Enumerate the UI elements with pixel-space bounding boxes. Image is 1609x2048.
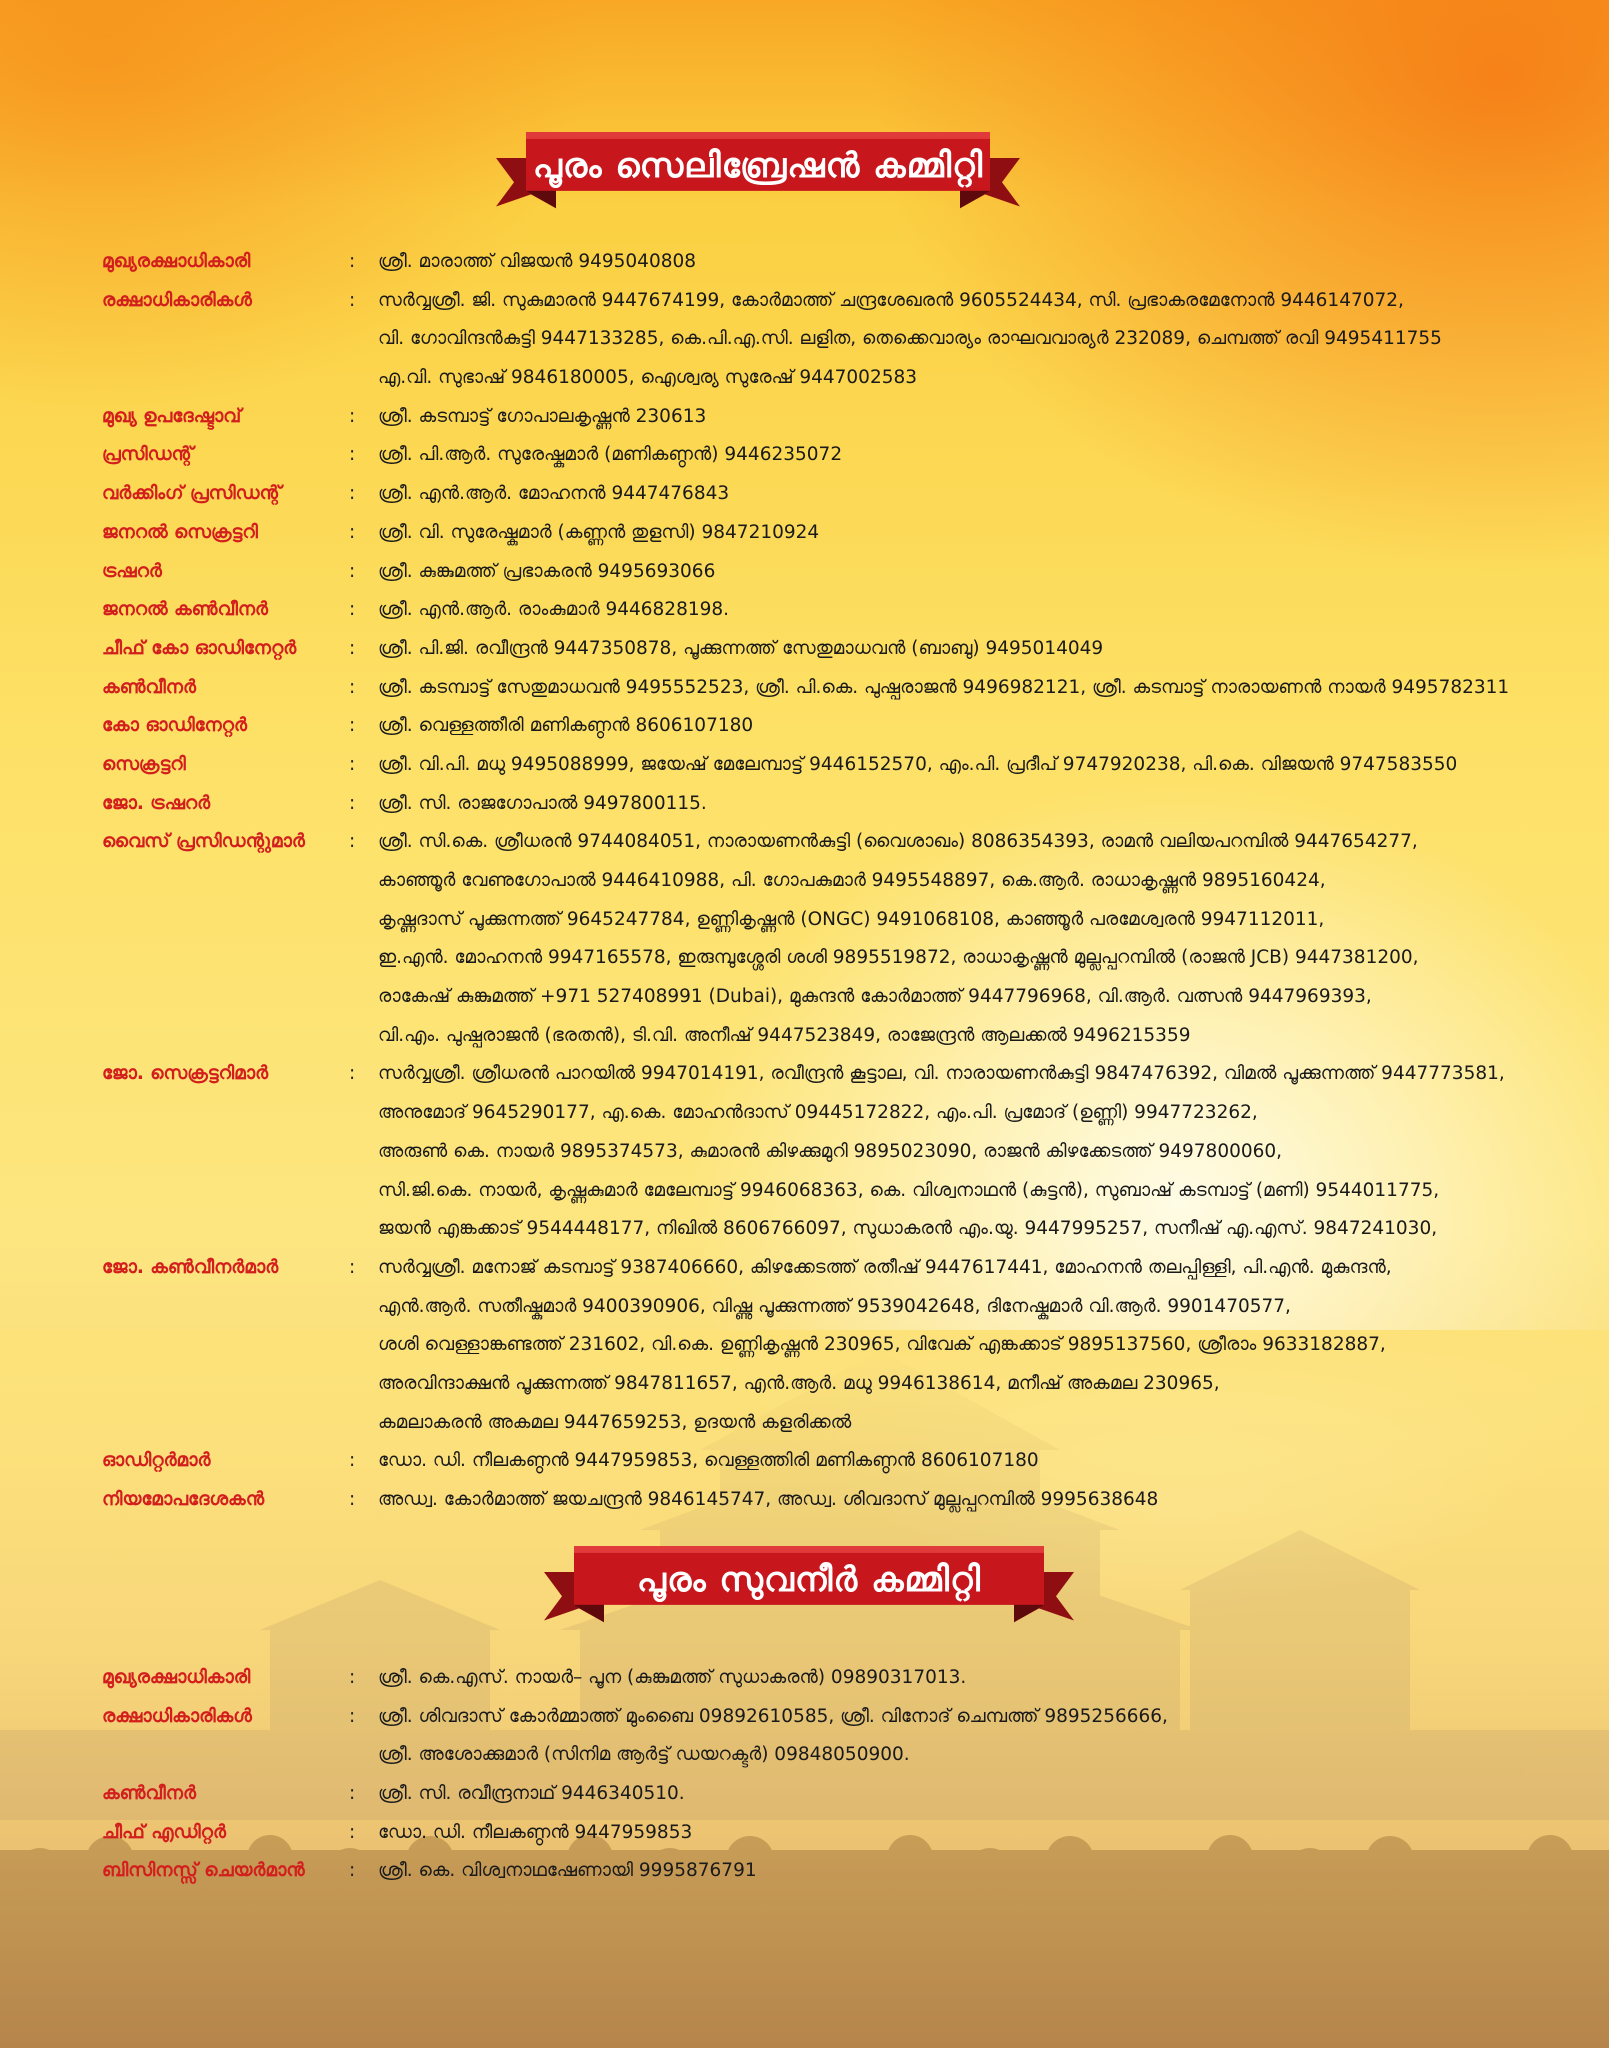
committee-row [0,785,1609,824]
committee-row [0,1055,1609,1248]
member-line: അഡ്വ. കോർമാത്ത് ജയചന്ദ്രൻ 9846145747, അഡ്വ. ശിവദാസ് മുല്ലപ്പറമ്പിൽ 9995638648 [378,1489,1159,1510]
member-line: കമലാകരൻ അകമല 9447659253, ഉദയൻ കളരിക്കൽ [378,1411,852,1433]
member-line: ശ്രീ. വി. സുരേഷ്കുമാർ (കണ്ണൻ തുളസി) 9847210924 [378,521,820,543]
separator-colon: : [349,1821,356,1843]
member-names [378,1249,1528,1442]
committee-row [0,1481,1609,1520]
member-names [378,553,1528,592]
separator-colon: : [349,1450,356,1472]
member-names [378,669,1528,708]
member-line: അരുൺ കെ. നായർ 9895374573, കുമാരൻ കിഴക്കുമുറി 9895023090, രാജൻ കിഴക്കേടത്ത് 9497800060, [378,1140,1283,1162]
member-line: ഇ.എൻ. മോഹനൻ 9947165578, ഇരുമ്പുശ്ശേരി ശശി 9895519872, രാധാകൃഷ്ണൻ മുല്ലപ്പറമ്പിൽ (രാജൻ JCB) 9447381200, [378,947,1419,969]
member-line: എൻ.ആർ. സതീഷ്കുമാർ 9400390906, വിഷ്ണു പൂക്കുന്നത്ത് 9539042648, ദിനേഷ്കുമാർ വി.ആർ. 9901470577, [378,1295,1291,1317]
role-label: ചീഫ് എഡിറ്റർ [102,1821,226,1843]
member-names [378,1852,1528,1891]
member-line: ശ്രീ. പി.ആർ. സുരേഷ്കുമാർ (മണികണ്ഠൻ) 9446235072 [378,444,843,466]
member-names [378,1442,1528,1481]
souvenir-committee-title: പൂരം സുവനീർ കമ്മിറ്റി [636,1560,982,1600]
member-names [378,1481,1528,1520]
committee-row [0,591,1609,630]
committee-row [0,1442,1609,1481]
member-names [378,707,1528,746]
role-label: വൈസ് പ്രസിഡന്റുമാർ [102,831,305,853]
separator-colon: : [349,444,356,466]
member-names [378,630,1528,669]
role-label: ട്രഷറർ [102,560,162,582]
role-label: ജനറൽ കൺവീനർ [102,599,268,621]
member-names [378,1814,1528,1853]
committee-row [0,1814,1609,1853]
member-names [378,823,1528,1055]
member-line: ശ്രീ. വി.പി. മധു 9495088999, ജയേഷ് മേലേമ്പാട്ട് 9446152570, എം.പി. പ്രദീപ് 9747920238, പി.കെ. വിജയൻ 9747583550 [378,753,1458,775]
member-names [378,1055,1528,1248]
role-label: കൺവീനർ [102,1783,196,1805]
committee-row [0,243,1609,282]
separator-colon: : [349,792,356,814]
member-line: ശ്രീ. കുങ്കുമത്ത് പ്രഭാകരൻ 9495693066 [378,560,716,582]
member-line: അരവിന്ദാക്ഷൻ പൂക്കുന്നത്ത് 9847811657, എൻ.ആർ. മധു 9946138614, മനീഷ് അകമല 230965, [378,1372,1220,1394]
committee-row [0,1249,1609,1442]
separator-colon: : [349,405,356,427]
member-line: ശ്രീ. കടമ്പാട്ട് ഗോപാലകൃഷ്ണൻ 230613 [378,405,707,427]
member-line: ശ്രീ. കടമ്പാട്ട് സേതുമാധവൻ 9495552523, ശ്രീ. പി.കെ. പുഷ്പരാജൻ 9496982121, ശ്രീ. കടമ്പാട്ട് നാരായണൻ നായർ 9495782311 [378,676,1510,698]
member-line: ശ്രീ. സി. രവീന്ദ്രനാഥ് 9446340510. [378,1783,685,1805]
separator-colon: : [349,483,356,505]
committee-row [0,630,1609,669]
role-label: ജോ. കൺവീനർമാർ [102,1256,279,1278]
member-line: ഡോ. ഡി. നീലകണ്ഠൻ 9447959853 [378,1821,693,1843]
role-label: രക്ഷാധികാരികൾ [102,289,252,311]
role-label: മുഖ്യ ഉപദേഷ്ടാവ് [102,405,242,427]
separator-colon: : [349,831,356,853]
separator-colon: : [349,1705,356,1727]
separator-colon: : [349,1860,356,1882]
separator-colon: : [349,289,356,311]
separator-colon: : [349,676,356,698]
committee-row [0,1775,1609,1814]
member-names [378,1659,1528,1698]
role-label: കോ ഓഡിനേറ്റർ [102,715,247,737]
member-line: അനുമോദ് 9645290177, എ.കെ. മോഹൻദാസ് 09445172822, എം.പി. പ്രമോദ് (ഉണ്ണി) 9947723262, [378,1102,1258,1124]
committee-row [0,707,1609,746]
member-line: ശ്രീ. എൻ.ആർ. മോഹനൻ 9447476843 [378,483,730,505]
member-line: ഡോ. ഡി. നീലകണ്ഠൻ 9447959853, വെള്ളത്തിരി മണികണ്ഠൻ 8606107180 [378,1450,1039,1472]
committee-row [0,746,1609,785]
separator-colon: : [349,599,356,621]
role-label: ജോ. സെക്രട്ടറിമാർ [102,1063,269,1085]
member-line: സർവ്വശ്രീ. മനോജ് കടമ്പാട്ട് 9387406660, കിഴക്കേടത്ത് രതീഷ് 9447617441, മോഹനൻ തലപ്പിള്ളി, പി.എൻ. മുകുന്ദൻ, [378,1256,1392,1278]
souvenir-committee-ribbon [544,1546,1074,1624]
member-line: ശ്രീ. എൻ.ആർ. രാംകുമാർ 9446828198. [378,599,730,621]
committee-row [0,669,1609,708]
member-line: കാഞ്ഞൂർ വേണുഗോപാൽ 9446410988, പി. ഗോപകുമാർ 9495548897, കെ.ആർ. രാധാകൃഷ്ണൻ 9895160424, [378,870,1326,891]
separator-colon: : [349,715,356,737]
member-line: ശ്രീ. സി.കെ. ശ്രീധരൻ 9744084051, നാരായണൻകുട്ടി (വൈശാഖം) 8086354393, രാമൻ വലിയപറമ്പിൽ 9447654277, [378,831,1418,853]
member-line: എ.വി. സുഭാഷ് 9846180005, ഐശ്വര്യ സുരേഷ് 9447002583 [378,367,918,389]
committee-row [0,1698,1609,1775]
member-line: ശ്രീ. മാരാത്ത് വിജയൻ 9495040808 [378,251,697,272]
role-label: ചീഫ് കോ ഓഡിനേറ്റർ [102,637,297,659]
role-label: കൺവീനർ [102,676,196,698]
role-label: സെക്രട്ടറി [102,753,186,775]
celebration-committee-title: പൂരം സെലിബ്രേഷൻ കമ്മിറ്റി [532,146,984,186]
member-names [378,591,1528,630]
committee-row [0,823,1609,1055]
celebration-committee-list [0,243,1609,1520]
separator-colon: : [349,1667,356,1688]
member-names [378,514,1528,553]
separator-colon: : [349,1489,356,1510]
member-line: ശശി വെള്ളാങ്കണ്ടത്ത് 231602, വി.കെ. ഉണ്ണികൃഷ്ണൻ 230965, വിവേക് എങ്കക്കാട് 9895137560, ശ്രീരാം 9633182887, [378,1334,1386,1356]
role-label: ജോ. ട്രഷറർ [102,792,211,814]
member-line: ജയൻ എങ്കക്കാട് 9544448177, നിഖിൽ 8606766097, സുധാകരൻ എം.യു. 9447995257, സനീഷ് എ.എസ്. 9847241030, [378,1218,1438,1240]
committee-row [0,475,1609,514]
member-line: ശ്രീ. വെള്ളത്തീരി മണികണ്ഠൻ 8606107180 [378,715,754,737]
committee-row [0,1852,1609,1891]
member-names [378,282,1528,398]
separator-colon: : [349,251,356,272]
member-line: സർവ്വശ്രീ. ശ്രീധരൻ പാറയിൽ 9947014191, രവീന്ദ്രൻ കൂട്ടാല, വി. നാരായണൻകുട്ടി 9847476392, വിമൽ പൂക്കുന്നത്ത് 9447773581, [378,1063,1505,1085]
committee-row [0,436,1609,475]
role-label: മുഖ്യരക്ഷാധികാരി [102,1667,251,1688]
member-names [378,746,1528,785]
role-label: മുഖ്യരക്ഷാധികാരി [102,251,251,272]
role-label: ഓഡിറ്റർമാർ [102,1450,211,1472]
committee-row [0,514,1609,553]
member-names [378,1698,1528,1775]
member-line: സർവ്വശ്രീ. ജി. സുകുമാരൻ 9447674199, കോർമാത്ത് ചന്ദ്രശേഖരൻ 9605524434, സി. പ്രഭാകരമേനോൻ 9446147072, [378,289,1404,311]
member-names [378,436,1528,475]
member-line: രാകേഷ് കുങ്കുമത്ത് +971 527408991 (Dubai), മുകുന്ദൻ കോർമാത്ത് 9447796968, വി.ആർ. വത്സൻ 9447969393, [378,986,1372,1008]
member-names [378,243,1528,282]
member-names [378,475,1528,514]
member-line: കൃഷ്ണദാസ് പൂക്കുന്നത്ത് 9645247784, ഉണ്ണികൃഷ്ണൻ (ONGC) 9491068108, കാഞ്ഞൂർ പരമേശ്വരൻ 9947112011, [378,908,1325,930]
separator-colon: : [349,560,356,582]
member-line: ശ്രീ. ശിവദാസ് കോർമ്മാത്ത് മുംബൈ 09892610585, ശ്രീ. വിനോദ് ചെമ്പത്ത് 9895256666, [378,1705,1168,1727]
souvenir-committee-list [0,1659,1609,1891]
role-label: നിയമോപദേശകൻ [102,1489,265,1510]
member-line: ശ്രീ. കെ. വിശ്വനാഥഷേണായി 9995876791 [378,1860,757,1882]
role-label: ജനറൽ സെക്രട്ടറി [102,521,258,543]
member-names [378,398,1528,437]
committee-row [0,282,1609,398]
celebration-committee-ribbon [496,132,1020,210]
separator-colon: : [349,521,356,543]
separator-colon: : [349,1783,356,1805]
separator-colon: : [349,637,356,659]
committee-row [0,398,1609,437]
member-names [378,1775,1528,1814]
role-label: പ്രസിഡന്റ് [102,444,194,466]
committee-row [0,1659,1609,1698]
role-label: രക്ഷാധികാരികൾ [102,1705,252,1727]
member-line: സി.ജി.കെ. നായർ, കൃഷ്ണകുമാർ മേലേമ്പാട്ട് 9946068363, കെ. വിശ്വനാഥൻ (കുട്ടൻ), സുബാഷ് കടമ്പാട്ട് (മണി) 9544011775, [378,1179,1440,1201]
committee-row [0,553,1609,592]
separator-colon: : [349,1063,356,1085]
member-line: ശ്രീ. കെ.എസ്. നായർ– പൂന (കുങ്കുമത്ത് സുധാകരൻ) 09890317013. [378,1667,967,1688]
member-line: ശ്രീ. പി.ജി. രവീന്ദ്രൻ 9447350878, പൂക്കുന്നത്ത് സേതുമാധവൻ (ബാബു) 9495014049 [378,637,1104,659]
member-line: വി.എം. പുഷ്പരാജൻ (ഭരതൻ), ടി.വി. അനീഷ് 9447523849, രാജേന്ദ്രൻ ആലക്കൽ 9496215359 [378,1024,1191,1046]
member-line: വി. ഗോവിന്ദൻകുട്ടി 9447133285, കെ.പി.എ.സി. ലളിത, തെക്കെവാര്യം രാഘവവാര്യർ 232089, ചെമ്പത്ത് രവി 9495411755 [378,328,1442,350]
member-line: ശ്രീ. സി. രാജഗോപാൽ 9497800115. [378,792,707,814]
member-names [378,785,1528,824]
role-label: ബിസിനസ്സ് ചെയർമാൻ [102,1860,305,1882]
member-line: ശ്രീ. അശോക്കുമാർ (സിനിമ ആർട്ട് ഡയറക്ടർ) 09848050900. [378,1744,910,1766]
separator-colon: : [349,1256,356,1278]
separator-colon: : [349,753,356,775]
role-label: വർക്കിംഗ് പ്രസിഡന്റ് [102,483,282,505]
